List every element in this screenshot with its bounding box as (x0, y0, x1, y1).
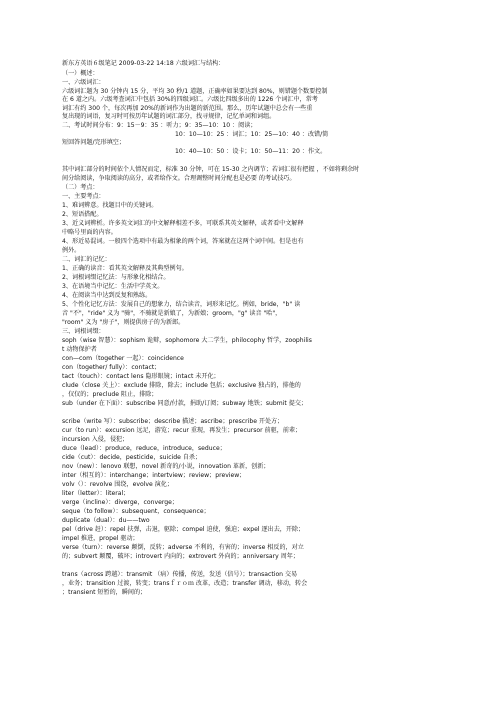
text-line: volv（）：revolve 围绕，evolve 演化； (62, 481, 173, 488)
text-line: trans（across 跨越）：transmit （病）传播，传送，发送（信号）；transaction 交易 (62, 571, 298, 578)
text-line: scribe（write 写）：subscribe；describe 描述；ascribe；prescribe 开处方； (62, 418, 284, 425)
text-line: 4、在阅读当中达到反复和熟练。 (62, 292, 152, 299)
text-line: cur（to run）：excursion 远足，游览；recur 重现，再发生；precursor 前驱，前辈； (62, 427, 302, 434)
text-line: inter（相互的）：interchange；intertview；review；preview； (62, 472, 246, 479)
text-line: 5、个性化记忆方法：发展自己的想象力，结合读音，词形来记忆。例如，bride，"b" 读 (62, 301, 301, 308)
text-line: 短回答问题/完形填空； (62, 139, 125, 146)
text-line: ，业务；transition 过渡，转变；transｆｒｏｍ 改革，改造；transfer 调动，移动，转会 (62, 580, 308, 587)
text-line: 2、词根词缀记忆法：与形象化相结合。 (62, 274, 170, 281)
text-line: nov（new）：lenovo 联想，novel 新奇的/小说，innovation 革新，创新； (62, 463, 270, 470)
text-line: duce（lead）：produce，reduce，introduce，seduce； (62, 445, 226, 452)
text-line: cide（cut）：decide，pesticide，suicide 自杀； (62, 454, 202, 461)
text-line: con—com（together 一起）：coincidence (62, 355, 184, 362)
text-line: 3、在语境当中记忆：生活中学英文。 (62, 283, 164, 290)
text-line: 在 6 道之内。六级考查词汇中包括 30%的四级词汇。六级比四级多出的 1226 个词汇中，常考 (62, 96, 318, 103)
text-line: soph（wise 智慧）：sophism 诡辩，sophomore 大二学生，philocophy 哲学，zoophilis (62, 337, 312, 344)
text-line: 4、形近易混词。一般四个选项中有最为相象的两个词，答案就在这两个词中间。但是也有 (62, 238, 304, 245)
text-line: duplicate（dual）：du——two (62, 517, 150, 524)
text-line: （一）概述： (62, 70, 99, 77)
text-line: "room" 义为 "房子"，则提供房子的为新郎。 (62, 319, 185, 326)
text-line: 音 "不"，"ride" 义为 "骑"，不骑就是新娘了，为新娘；groom，"g" 读音 "哈"， (62, 310, 282, 317)
text-line: 复出现的词语，复习时可按历年试题的词汇部分，找寻规律，记忆单词和词组。 (62, 113, 276, 120)
text-line: clude（close 关上）：exclude 排除，除去；include 包括；exclusive 独占的，排他的 (62, 382, 301, 389)
text-line: tact（touch）：contact lens 隐形眼镜；intact 未开化； (62, 373, 220, 380)
text-line: sub（under 在下面）：subscribe 同意/付款，捐助/订阅；subway 地铁；submit 提交； (62, 400, 308, 407)
text-line: 词汇有约 300 个，每次再加 20%的新词作为出题的新范围。那么，历年试题中总会有一些重 (62, 105, 313, 112)
text-line: 中略号里面的内容。 (62, 229, 117, 236)
text-line: impel 推进，propel 驱动； (62, 535, 139, 542)
text-line: seque（to follow）：subsequent，consequence； (62, 508, 210, 515)
text-line: 六级词汇题为 30 分钟内 15 分，平均 30 秒/1 道题，正确率如果要达到 80%，则错题个数要控制 (62, 88, 328, 95)
text-line: liter（letter）：literal； (62, 490, 130, 497)
text-line: pel（drive 赶）：repel 扶弹，击退，驱除；compel 迫使，强迫；expel 逐出去，开除； (62, 526, 305, 533)
text-line: （二）考点： (62, 184, 99, 191)
text-line: 1、正确的读音：看其英文解释及其典型例句。 (62, 265, 188, 272)
text-line: 二、词汇的记忆： (62, 256, 111, 263)
text-line: t 动物保护者 (62, 346, 97, 353)
text-line: ，仅仅的；preclude 阻止，排除； (62, 391, 158, 398)
text-line: 10：10—10：25 ：词汇；10：25—10：40 ：改错/简 (175, 131, 329, 138)
text-line: 10：40—10：50 ：设卡；10：50—11：20 ：作文。 (175, 148, 327, 155)
text-line: 一、主要考点： (62, 193, 105, 200)
text-line: incursion 入侵，侵犯； (62, 436, 129, 443)
text-line: 的；subvert 颠覆，破坏；introvert 内向的；extrovert 外向的；anniversary 周年； (62, 553, 299, 560)
text-line: 1、难词辨意。找题目中的关键词。 (62, 202, 158, 209)
text-line: 2、短语搭配。 (62, 211, 103, 218)
text-line: 例外。 (62, 247, 81, 254)
text-line: con（together/ fully）：contact； (62, 364, 161, 371)
text-line: ；transient 短暂的，瞬间的； (62, 589, 147, 596)
text-line: verse（turn）：reverse 颠倒，反转；adverse 不利的，有害的；inverse 相反的，对立 (62, 544, 304, 551)
text-line: verge（incline）：diverge，converge； (62, 499, 178, 506)
text-line: 一、六级词汇： (62, 79, 105, 86)
text-line: 二、考试时间分布：9：15－9：35 ：听力；9：35—10：10 ：阅读； (62, 122, 257, 129)
text-line: 间分给阅读，争取阅读的高分，或者给作文。合理调整时间分配也是必要 的考试技巧。 (62, 175, 296, 182)
text-line: 三、词根词缀： (62, 328, 105, 335)
text-line: 新东方英语６级笔记 2009-03-22 14:18 六级词汇与结构： (62, 60, 225, 67)
text-line: 3、近义词辨析。许多英文词汇的中文解释相差不多，可联系其英文解释，或者看中文解释 (62, 220, 304, 227)
text-line: 其中词汇部分的时间依个人情况而定，标准 30 分钟，可在 15-30 之内调节；若词汇很有把握 ，不如将剩余时 (62, 166, 360, 173)
